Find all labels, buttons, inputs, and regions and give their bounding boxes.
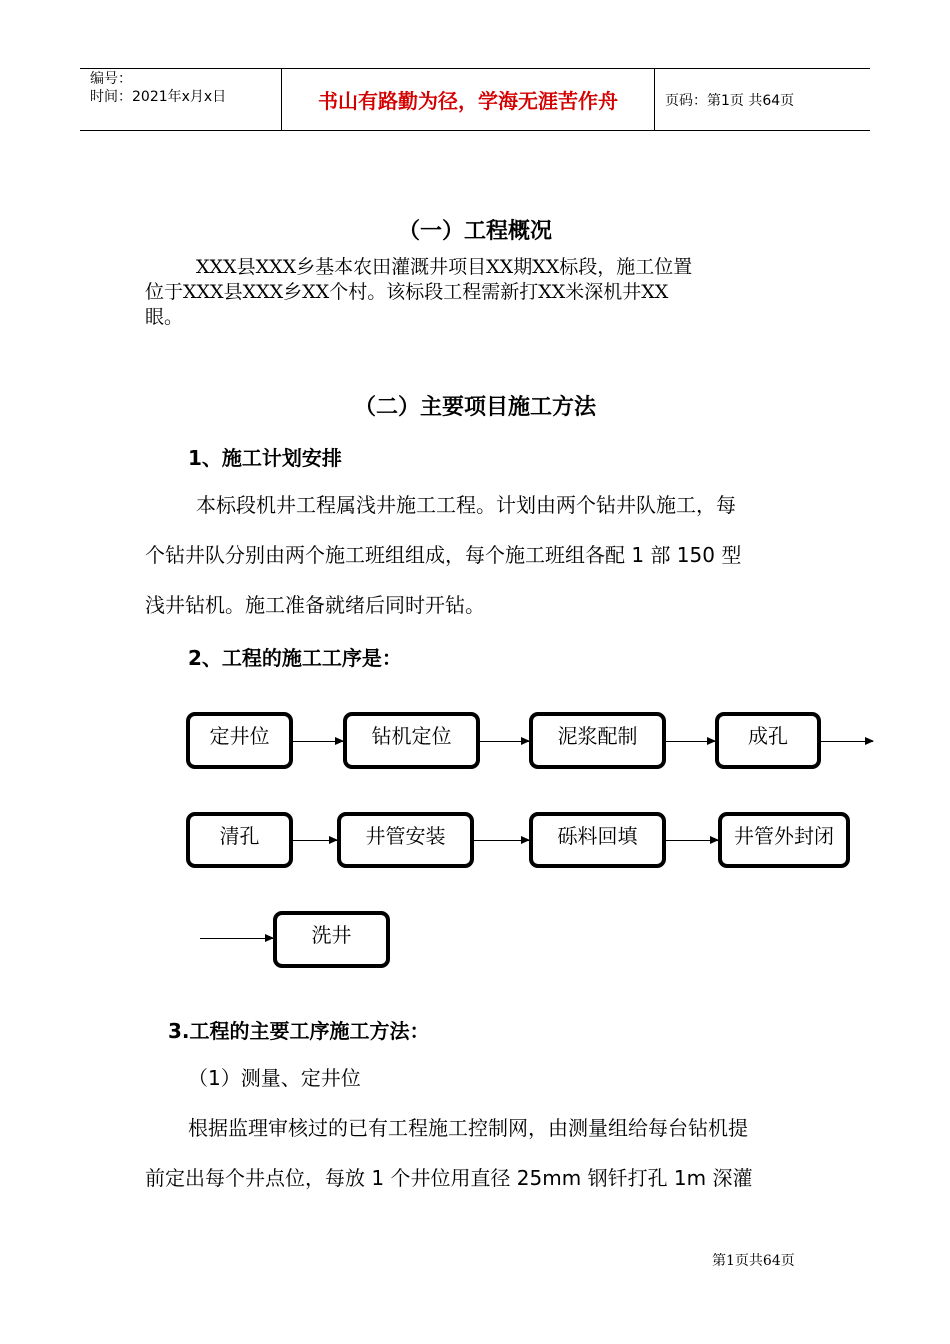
flow-arrow <box>293 741 343 742</box>
plan-line-1: 本标段机井工程属浅井施工工程。计划由两个钻井队施工，每 <box>196 493 736 517</box>
flow-arrow <box>666 741 715 742</box>
flow-arrow <box>474 840 529 841</box>
footer-page-number: 第1页共64页 <box>712 1253 795 1269</box>
procedure-item-1: （1）测量、定井位 <box>188 1066 361 1090</box>
header-number: 编号： <box>90 71 132 87</box>
overview-line-1: XXX县XXX乡基本农田灌溉井项目XX期XX标段，施工位置 <box>196 256 693 278</box>
page-header <box>80 68 870 131</box>
header-divider <box>654 69 655 130</box>
procedure-line-1: 根据监理审核过的已有工程施工控制网，由测量组给每台钻机提 <box>188 1116 748 1140</box>
flow-step-5: 清孔 <box>186 812 293 868</box>
flow-arrow <box>200 938 273 939</box>
plan-line-2: 个钻井队分别由两个施工班组组成，每个施工班组各配 1 部 150 型 <box>145 543 742 567</box>
header-motto: 书山有路勤为径，学海无涯苦作舟 <box>318 89 618 113</box>
flow-arrow <box>480 741 529 742</box>
flow-step-4: 成孔 <box>715 712 821 769</box>
flow-arrow <box>293 840 337 841</box>
subsection-title-main-procedures: 3.工程的主要工序施工方法： <box>168 1019 430 1043</box>
flow-arrow <box>666 840 718 841</box>
flow-step-7: 砾料回填 <box>529 812 666 868</box>
flow-step-2: 钻机定位 <box>343 712 480 769</box>
header-time: 时间：2021年x月x日 <box>90 89 227 105</box>
procedure-line-2: 前定出每个井点位，每放 1 个井位用直径 25mm 钢钎打孔 1m 深灌 <box>145 1166 753 1190</box>
flow-step-3: 泥浆配制 <box>529 712 666 769</box>
flow-step-8: 井管外封闭 <box>718 812 850 868</box>
flow-step-1: 定井位 <box>186 712 293 769</box>
plan-line-3: 浅井钻机。施工准备就绪后同时开钻。 <box>145 593 485 617</box>
section-title-methods: （二）主要项目施工方法 <box>353 395 596 420</box>
flow-arrow <box>821 741 873 742</box>
overview-line-3: 眼。 <box>145 306 184 328</box>
section-title-overview: （一）工程概况 <box>397 219 552 244</box>
header-page-number: 页码：第1页 共64页 <box>665 92 795 109</box>
subsection-title-process: 2、工程的施工工序是： <box>188 646 402 670</box>
flow-step-6: 井管安装 <box>337 812 474 868</box>
flow-step-9: 洗井 <box>273 911 390 968</box>
overview-line-2: 位于XXX县XXX乡XX个村。该标段工程需新打XX米深机井XX <box>145 281 669 303</box>
subsection-title-plan: 1、施工计划安排 <box>188 446 342 470</box>
